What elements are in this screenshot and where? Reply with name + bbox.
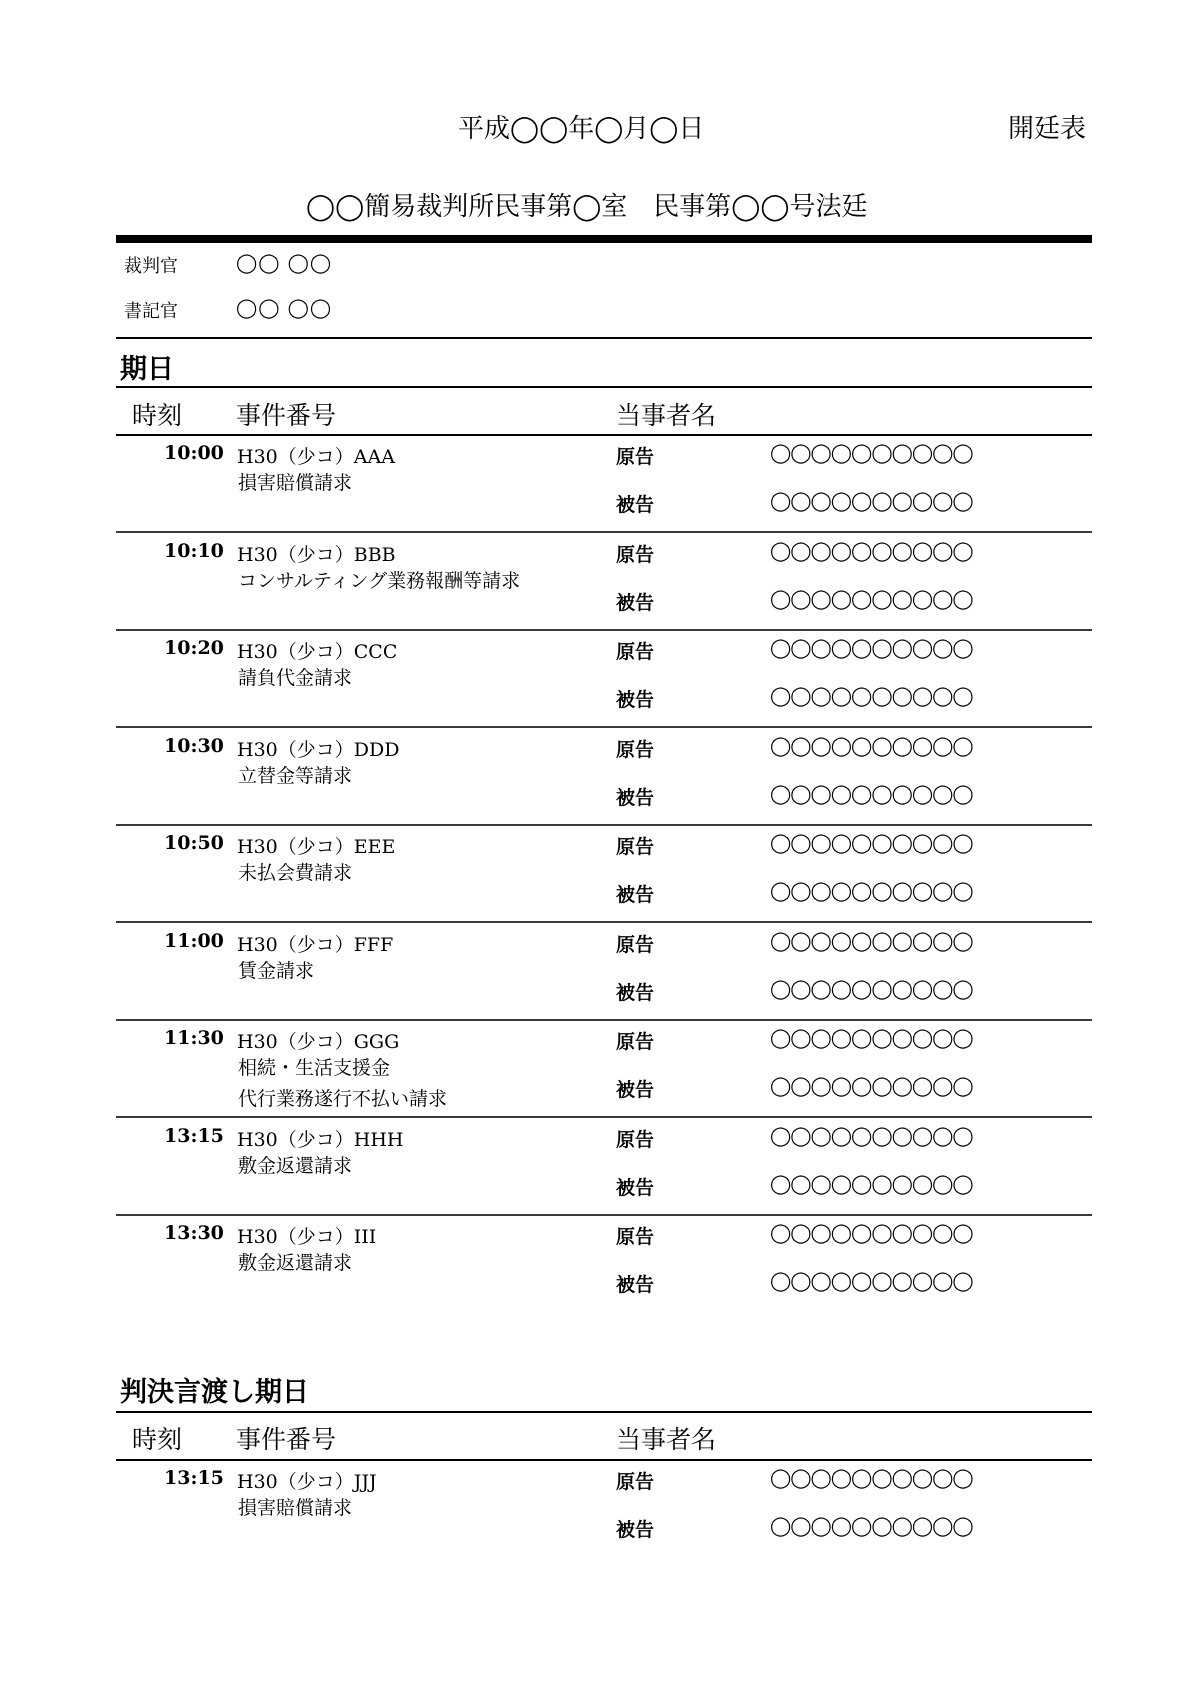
plaintiff-label: 原告 (616, 1128, 655, 1151)
case-claim: 未払会費請求 (238, 862, 353, 884)
case-number: H30（少コ）EEE (237, 836, 396, 858)
row-divider (116, 726, 1092, 728)
plaintiff-name: ◯◯◯◯◯◯◯◯◯◯ (770, 442, 973, 464)
column-header-time: 時刻 (132, 1425, 183, 1454)
plaintiff-label: 原告 (616, 1471, 655, 1493)
case-time: 10:00 (164, 442, 224, 464)
plaintiff-label: 原告 (616, 933, 655, 956)
plaintiff-name: ◯◯◯◯◯◯◯◯◯◯ (770, 1027, 973, 1049)
defendant-label: 被告 (616, 884, 655, 906)
defendant-label: 被告 (616, 494, 655, 516)
case-claim: 相続・生活支援金 (238, 1057, 391, 1079)
defendant-name: ◯◯◯◯◯◯◯◯◯◯ (770, 587, 973, 610)
divider (116, 386, 1092, 388)
case-claim: 請負代金請求 (238, 667, 353, 689)
plaintiff-name: ◯◯◯◯◯◯◯◯◯◯ (770, 539, 973, 562)
defendant-name: ◯◯◯◯◯◯◯◯◯◯ (770, 1075, 973, 1097)
case-claim: 損害賠償請求 (238, 1497, 353, 1519)
hearing-date: 平成◯◯年◯月◯日 (458, 114, 705, 144)
case-number: H30（少コ）HHH (237, 1128, 404, 1151)
case-number: H30（少コ）III (237, 1226, 377, 1248)
defendant-label: 被告 (616, 1519, 655, 1541)
plaintiff-label: 原告 (616, 836, 655, 858)
judge-label: 裁判官 (124, 256, 178, 277)
row-divider (116, 1214, 1092, 1216)
clerk-label: 書記官 (124, 301, 178, 322)
plaintiff-name: ◯◯◯◯◯◯◯◯◯◯ (770, 1467, 973, 1489)
case-number: H30（少コ）GGG (237, 1031, 400, 1053)
plaintiff-label: 原告 (616, 738, 655, 761)
plaintiff-name: ◯◯◯◯◯◯◯◯◯◯ (770, 637, 973, 659)
defendant-label: 被告 (616, 1079, 655, 1101)
defendant-name: ◯◯◯◯◯◯◯◯◯◯ (770, 977, 973, 1000)
defendant-name: ◯◯◯◯◯◯◯◯◯◯ (770, 1270, 973, 1292)
defendant-label: 被告 (616, 1274, 655, 1296)
row-divider (116, 921, 1092, 923)
divider (116, 1411, 1092, 1413)
case-claim: 敷金返還請求 (238, 1154, 353, 1177)
case-number: H30（少コ）CCC (237, 641, 398, 663)
row-divider (116, 1019, 1092, 1021)
defendant-name: ◯◯◯◯◯◯◯◯◯◯ (770, 782, 973, 805)
case-number: H30（少コ）DDD (237, 738, 400, 761)
defendant-label: 被告 (616, 786, 655, 809)
case-time: 11:30 (164, 1027, 224, 1049)
clerk-name: ◯◯ ◯◯ (236, 297, 333, 319)
case-time: 10:30 (164, 734, 224, 757)
plaintiff-label: 原告 (616, 641, 655, 663)
case-number: H30（少コ）BBB (237, 543, 396, 566)
case-time: 13:15 (164, 1124, 224, 1147)
plaintiff-name: ◯◯◯◯◯◯◯◯◯◯ (770, 1222, 973, 1244)
case-time: 13:30 (164, 1222, 224, 1244)
plaintiff-name: ◯◯◯◯◯◯◯◯◯◯ (770, 1124, 973, 1147)
plaintiff-name: ◯◯◯◯◯◯◯◯◯◯ (770, 929, 973, 952)
case-claim: 敷金返還請求 (238, 1252, 353, 1274)
column-header-case-number: 事件番号 (236, 401, 337, 430)
column-header-case-number: 事件番号 (236, 1425, 337, 1454)
case-claim: 賃金請求 (238, 959, 315, 982)
case-claim: 代行業務遂行不払い請求 (238, 1088, 448, 1110)
defendant-name: ◯◯◯◯◯◯◯◯◯◯ (770, 490, 973, 512)
case-claim: 立替金等請求 (238, 764, 353, 787)
case-time: 11:00 (164, 929, 224, 952)
defendant-label: 被告 (616, 1176, 655, 1199)
judgment-section-title: 判決言渡し期日 (120, 1377, 309, 1408)
plaintiff-label: 原告 (616, 1226, 655, 1248)
row-divider (116, 531, 1092, 533)
case-time: 10:10 (164, 539, 224, 562)
case-time: 10:50 (164, 832, 224, 854)
defendant-label: 被告 (616, 689, 655, 711)
column-header-party-name: 当事者名 (616, 401, 717, 430)
court-room-title: ◯◯簡易裁判所民事第◯室 民事第◯◯号法廷 (306, 192, 868, 222)
row-divider (116, 824, 1092, 826)
header-divider (116, 235, 1092, 243)
document-title: 開廷表 (1008, 114, 1087, 144)
plaintiff-label: 原告 (616, 1031, 655, 1053)
column-header-party-name: 当事者名 (616, 1425, 717, 1454)
column-header-time: 時刻 (132, 401, 183, 430)
case-time: 13:15 (164, 1467, 224, 1489)
case-number: H30（少コ）JJJ (237, 1471, 377, 1493)
defendant-name: ◯◯◯◯◯◯◯◯◯◯ (770, 880, 973, 902)
row-divider (116, 1116, 1092, 1118)
judge-name: ◯◯ ◯◯ (236, 252, 333, 274)
hearing-section-title: 期日 (120, 354, 174, 385)
defendant-label: 被告 (616, 591, 655, 614)
row-divider (116, 629, 1092, 631)
case-time: 10:20 (164, 637, 224, 659)
case-number: H30（少コ）FFF (237, 933, 394, 956)
case-claim: 損害賠償請求 (238, 472, 353, 494)
divider (116, 434, 1092, 436)
plaintiff-name: ◯◯◯◯◯◯◯◯◯◯ (770, 832, 973, 854)
divider (116, 337, 1092, 339)
plaintiff-name: ◯◯◯◯◯◯◯◯◯◯ (770, 734, 973, 757)
defendant-name: ◯◯◯◯◯◯◯◯◯◯ (770, 1515, 973, 1537)
defendant-label: 被告 (616, 981, 655, 1004)
case-number: H30（少コ）AAA (237, 446, 395, 468)
plaintiff-label: 原告 (616, 543, 655, 566)
defendant-name: ◯◯◯◯◯◯◯◯◯◯ (770, 685, 973, 707)
defendant-name: ◯◯◯◯◯◯◯◯◯◯ (770, 1172, 973, 1195)
case-claim: コンサルティング業務報酬等請求 (238, 569, 521, 592)
divider (116, 1459, 1092, 1461)
plaintiff-label: 原告 (616, 446, 655, 468)
